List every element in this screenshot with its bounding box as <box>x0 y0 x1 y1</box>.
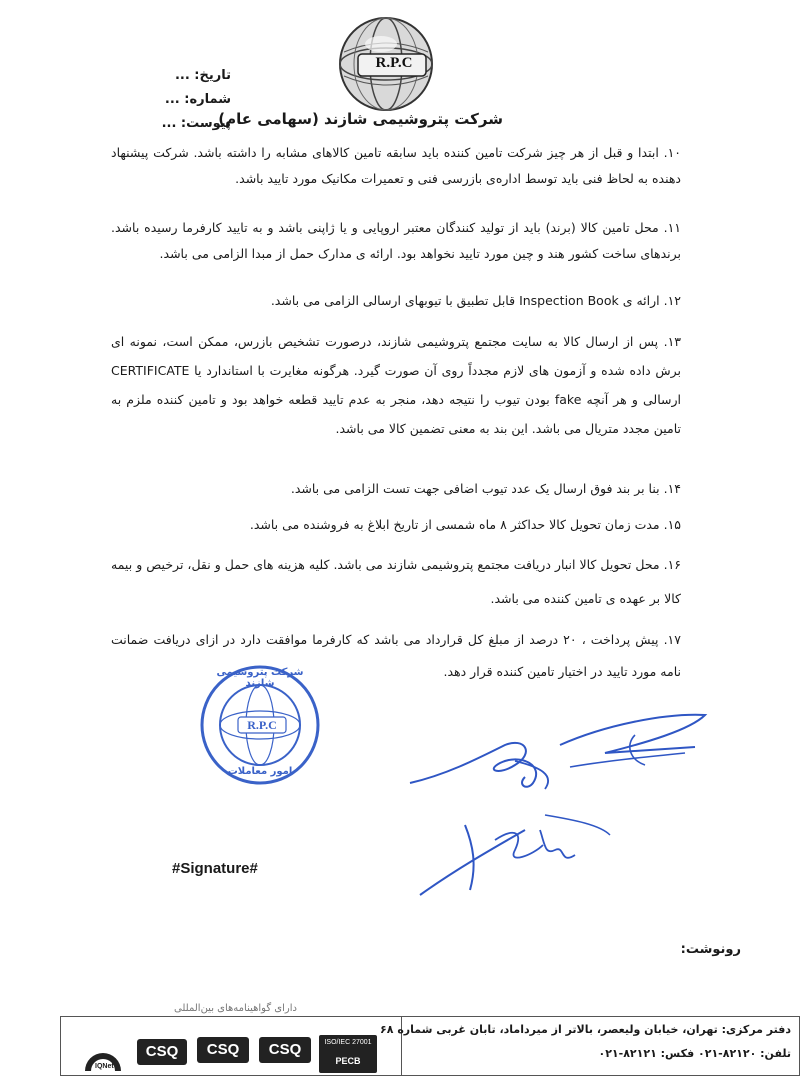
handwritten-signature-2 <box>415 810 615 900</box>
iso-badge-label: ISO/IEC 27001 <box>324 1039 372 1046</box>
stamp-top-text: شرکت پتروشیمی شازند <box>216 667 304 689</box>
csq-badge-3: CSQ <box>259 1037 311 1063</box>
clause-16: ۱۶. محل تحویل کالا انبار دریافت مجتمع پتروشیمی شازند می باشد. کلیه هزینه های حمل و نقل، ترخیص و بیمه کالا بر عهده ی تامین کننده می باشد. <box>111 557 681 606</box>
handwritten-signature-1 <box>405 705 715 805</box>
footer-phones: تلفن: ۸۲۱۲۰-۰۲۱ فکس: ۸۲۱۲۱-۰۲۱ <box>598 1047 791 1060</box>
clause-17: ۱۷. پیش پرداخت ، ۲۰ درصد از مبلغ کل قرارداد می باشد که کارفرما موافقت دارد در ازای دریافت ضمانت نامه مورد تایید در اختیار تامین کننده قرار دهد. <box>111 632 681 679</box>
csq-badge-2: CSQ <box>197 1037 249 1063</box>
clause-15: ۱۵. مدت زمان تحویل کالا حداکثر ۸ ماه شمسی از تاریخ ابلاغ به فروشنده می باشد. <box>249 517 681 532</box>
clause-14: ۱۴. بنا بر بند فوق ارسال یک عدد تیوب اضافی جهت تست الزامی می باشد. <box>290 481 681 496</box>
stamp-bottom-text: امور معاملات <box>227 766 293 777</box>
footer-address: دفتر مرکزی: تهران، خیابان ولیعصر، بالاتر از میرداماد، تابان غربی شماره ۶۸ <box>380 1023 791 1036</box>
company-name: شرکت پتروشیمی شازند (سهامی عام) <box>218 110 503 128</box>
footer <box>60 1003 800 1076</box>
attachment-label: پیوست: ... <box>161 116 231 131</box>
company-logo <box>336 14 436 114</box>
clause-12: ۱۲. ارائه ی Inspection Book قابل تطبیق با تیوبهای ارسالی الزامی می باشد. <box>270 293 681 308</box>
csq-badge-1: CSQ <box>137 1039 187 1065</box>
iqnet-badge <box>81 1045 125 1073</box>
iso-badge <box>319 1035 377 1073</box>
signature-placeholder: #Signature# <box>172 860 258 877</box>
clause-11: ۱۱. محل تامین کالا (برند) باید از تولید کنندگان معتبر اروپایی و یا ژاپنی باشد و به تایید کارفرما رسیده باشد. برندهای ساخت کشور هند و چین مورد تایید نخواهد بود. ارائه ی مدارک حمل از مبدا الزامی می باشد. <box>111 220 681 261</box>
cert-caption: دارای گواهینامه‌های بین‌المللی <box>171 1003 300 1014</box>
number-label: شماره: ... <box>164 92 231 107</box>
copy-label: رونوشت: <box>680 942 741 957</box>
clause-13: ۱۳. پس از ارسال کالا به سایت مجتمع پتروشیمی شازند، درصورت تشخیص بازرس، ممکن است، نمونه ای برش داده شده و آزمون های لازم مجدداً روی آن صورت گیرد. هرگونه مغایرت با استاندارد یا CERTIFICATE ارسالی و هر آنچه fake بودن تیوب را نتیجه دهد، منجر به عدم تایید قطعه خواهد بود و تامین کننده ملزم به تامین مجدد متریال می باشد. این بند به معنی تضمین کالا می باشد. <box>111 334 681 436</box>
date-label: تاریخ: ... <box>174 68 231 83</box>
clause-10: ۱۰. ابتدا و قبل از هر چیز شرکت تامین کننده باید سابقه تامین کالاهای مشابه را داشته باشد. شرکت پیشنهاد دهنده به لحاظ فنی باید توسط اداره‌ی بازرسی فنی و تعمیرات مکانیک مورد تایید باشد. <box>111 145 681 186</box>
pecb-badge-label: PECB <box>335 1056 361 1066</box>
stamp-center-text: R.P.C <box>247 718 277 732</box>
iqnet-label: IQNet <box>95 1063 114 1070</box>
logo-text: R.P.C <box>375 55 413 71</box>
company-stamp <box>198 663 322 787</box>
